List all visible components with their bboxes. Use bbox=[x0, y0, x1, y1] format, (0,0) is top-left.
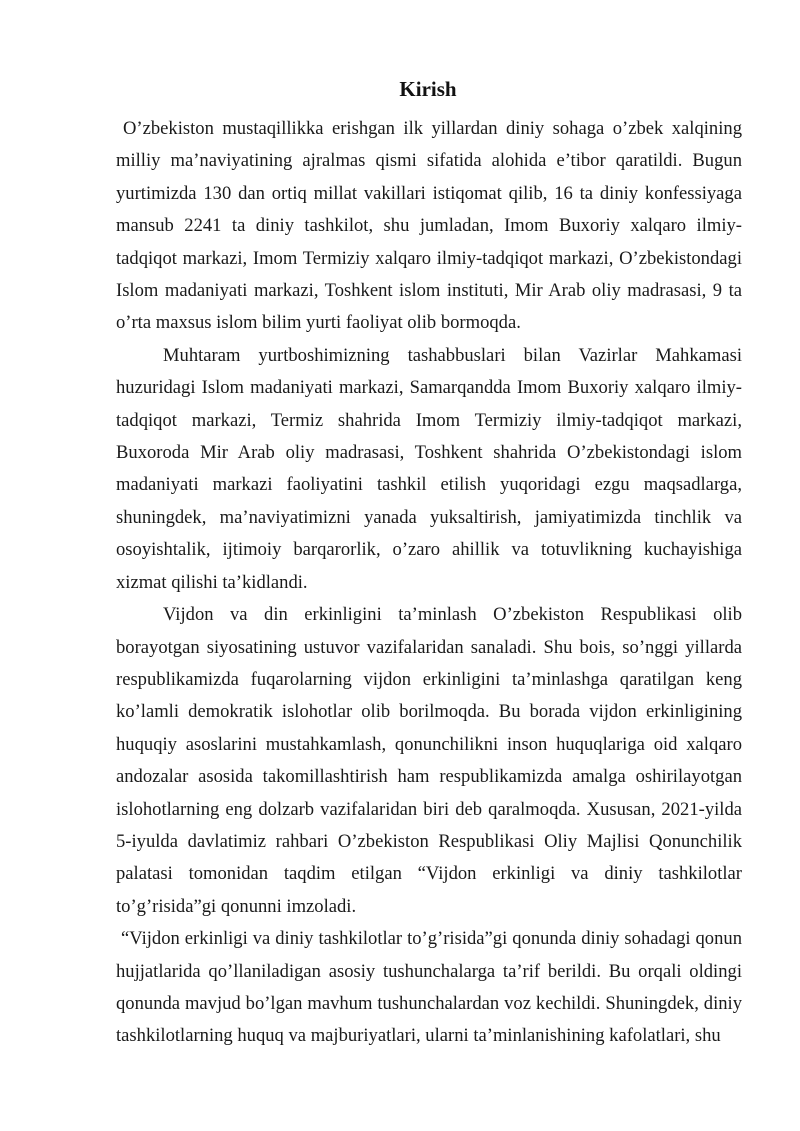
paragraph-1: O’zbekiston mustaqillikka erishgan ilk yillardan diniy sohaga o’zbek xalqining milliy ma’naviyatining ajralmas qismi sifatida alohida e’tibor qaratildi. Bugun yurtimizda 130 dan ortiq millat vakillari istiqomat qilib, 16 ta diniy konfessiyaga mansub 2241 ta diniy tashkilot, shu jumladan, Imom Buxoriy xalqaro ilmiy-tadqiqot markazi, Imom Termiziy xalqaro ilmiy-tadqiqot markazi, O’zbekistondagi Islom madaniyati markazi, Toshkent islom instituti, Mir Arab oliy madrasasi, 9 ta o’rta maxsus islom bilim yurti faoliyat olib bormoqda. bbox=[116, 118, 742, 334]
paragraph-4: “Vijdon erkinligi va diniy tashkilotlar to’g’risida”gi qonunda diniy sohadagi qonun hujjatlarida qo’llaniladigan asosiy tushunchalarga ta’rif berildi. Bu orqali oldingi qonunda mavjud bo’lgan mavhum tushunchalardan voz kechildi. Shuningdek, diniy tashkilotlarning huquq va majburiyatlari, ularni ta’minlanishining kafolatlari, shu bbox=[116, 928, 742, 1047]
page-title: Kirish bbox=[399, 77, 457, 101]
paragraph-3: Vijdon va din erkinligini ta’minlash O’zbekiston Respublikasi olib borayotgan siyosatining ustuvor vazifalaridan sanaladi. Shu bois, so’nggi yillarda respublikamizda fuqarolarning vijdon erkinligini ta’minlashga qaratilgan keng ko’lamli demokratik islohotlar olib borilmoqda. Bu borada vijdon erkinligining huquqiy asoslarini mustahkamlash, qonunchilikni inson huquqlariga oid xalqaro andozalar asosida takomillashtirish ham respublikamizda amalga oshirilayotgan islohotlarning eng dolzarb vazifalaridan biri deb qaralmoqda. Xususan, 2021-yilda 5-iyulda davlatimiz rahbari O’zbekiston Respublikasi Oliy Majlisi Qonunchilik palatasi tomonidan taqdim etilgan “Vijdon erkinligi va diniy tashkilotlar to’g’risida”gi qonunni imzoladi. bbox=[116, 604, 742, 917]
paragraph-2: Muhtaram yurtboshimizning tashabbuslari bilan Vazirlar Mahkamasi huzuridagi Islom madaniyati markazi, Samarqandda Imom Buxoriy xalqaro ilmiy-tadqiqot markazi, Termiz shahrida Imom Termiziy ilmiy-tadqiqot markazi, Buxoroda Mir Arab oliy madrasasi, Toshkent shahrida O’zbekistondagi islom madaniyati markazi faoliyatini tashkil etilish yuqoridagi ezgu maqsadlarga, shuningdek, ma’naviyatimizni yanada yuksaltirish, jamiyatimizda tinchlik va osoyishtalik, ijtimoiy barqarorlik, o’zaro ahillik va totuvlikning kuchayishiga xizmat qilishi ta’kidlandi. bbox=[116, 344, 742, 593]
document-body bbox=[116, 113, 742, 1053]
